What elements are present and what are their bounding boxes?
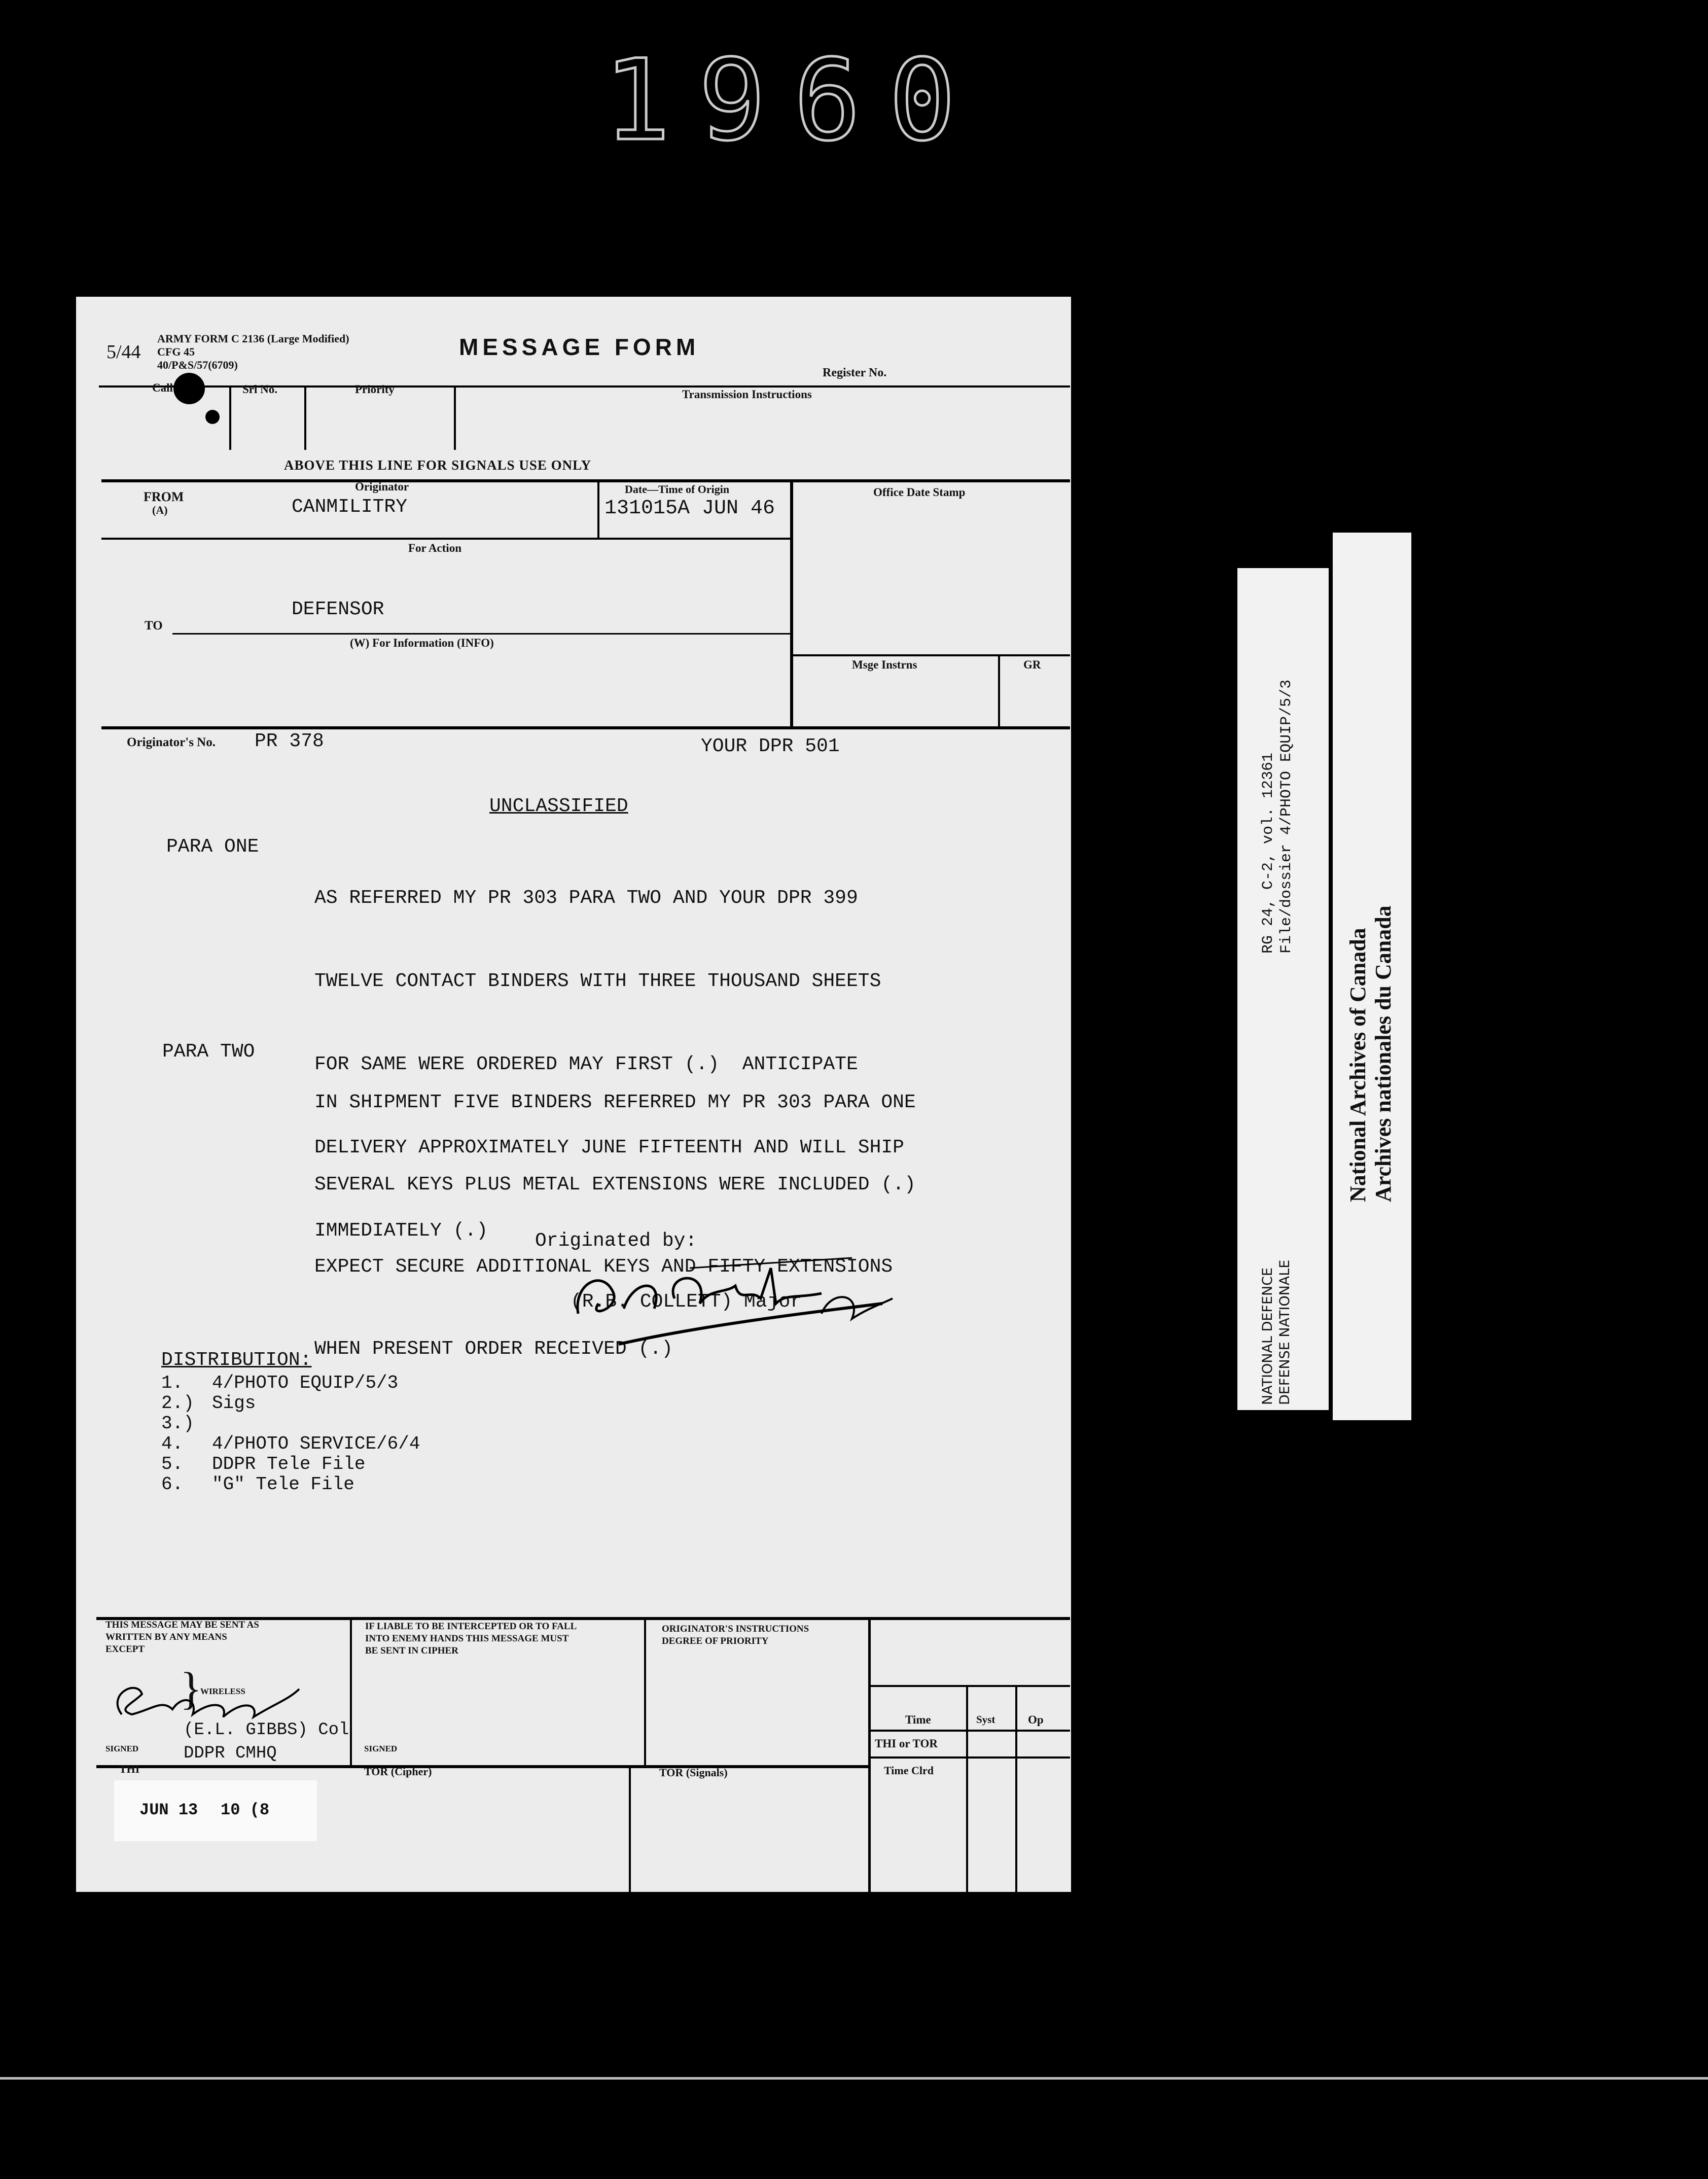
rule <box>101 479 1070 482</box>
list-item: 2.) Sigs <box>161 1393 256 1414</box>
rule <box>998 655 1000 727</box>
rule <box>870 1756 1070 1759</box>
archives-line2: Archives nationales du Canada <box>1371 905 1396 1202</box>
message-line: AS REFERRED MY PR 303 PARA TWO AND YOUR DPR 399 <box>314 887 858 909</box>
originators-no-label: Originator's No. <box>127 735 216 749</box>
signals-use-label: ABOVE THIS LINE FOR SIGNALS USE ONLY <box>284 458 592 473</box>
time-clrd-label: Time Clrd <box>884 1764 934 1777</box>
rule <box>96 1765 870 1768</box>
from-label: FROM <box>144 489 184 504</box>
classification: UNCLASSIFIED <box>489 795 628 817</box>
rule <box>1015 1686 1017 1892</box>
rule <box>629 1766 631 1892</box>
rule <box>172 633 790 635</box>
may-be-sent-note: THIS MESSAGE MAY BE SENT AS WRITTEN BY ANY MEANS EXCEPT <box>105 1620 259 1655</box>
list-item: 4. 4/PHOTO SERVICE/6/4 <box>161 1433 420 1454</box>
tor-signals-label: TOR (Signals) <box>659 1766 728 1779</box>
syst-label: Syst <box>976 1713 995 1726</box>
form-code: 5/44 <box>106 341 141 363</box>
rule <box>870 1685 1070 1687</box>
rule <box>966 1686 968 1892</box>
rule <box>101 538 791 540</box>
cipher-note: IF LIABLE TO BE INTERCEPTED OR TO FALL INTO ENEMY HANDS THIS MESSAGE MUST BE SENT IN CIPHER <box>365 1621 577 1656</box>
signed-label: SIGNED <box>105 1744 139 1753</box>
signature-name: (R.B. COLLETT) Major <box>571 1291 802 1313</box>
archive-ref-line1: RG 24, C-2, vol. 12361 <box>1260 752 1277 954</box>
message-line: SEVERAL KEYS PLUS METAL EXTENSIONS WERE INCLUDED (.) <box>314 1174 916 1196</box>
message-line: IMMEDIATELY (.) <box>314 1220 488 1242</box>
brace: } <box>180 1664 202 1714</box>
register-label: Register No. <box>823 366 887 379</box>
distribution-list <box>161 1373 420 1495</box>
gr-label: GR <box>1023 658 1041 671</box>
list-item: 1. 4/PHOTO EQUIP/5/3 <box>161 1373 399 1393</box>
distribution-label: DISTRIBUTION: <box>161 1349 312 1371</box>
dept-line2: DEFENSE NATIONALE <box>1277 1259 1293 1405</box>
message-line: FOR SAME WERE ORDERED MAY FIRST (.) ANTICIPATE <box>314 1053 858 1075</box>
stamp-date: JUN 13 <box>139 1801 198 1819</box>
message-line: TWELVE CONTACT BINDERS WITH THREE THOUSAND SHEETS <box>314 970 881 992</box>
rule <box>454 386 456 450</box>
priority-label: Priority <box>355 383 395 396</box>
originator-value: CANMILITRY <box>292 496 408 518</box>
msge-instrns-label: Msge Instrns <box>852 658 917 671</box>
info-label: (W) For Information (INFO) <box>350 637 494 649</box>
to-value: DEFENSOR <box>292 599 384 620</box>
gibbs-unit: DDPR CMHQ <box>184 1744 277 1763</box>
office-stamp-label: Office Date Stamp <box>873 486 966 499</box>
thi-label: THI <box>119 1763 140 1775</box>
message-line: DELIVERY APPROXIMATELY JUNE FIFTEENTH AND WILL SHIP <box>314 1137 904 1158</box>
rule <box>304 386 306 450</box>
rule <box>101 726 1070 729</box>
signed-label-2: SIGNED <box>364 1744 398 1753</box>
frame-number: 1960 <box>603 36 984 165</box>
para-two-label: PARA TWO <box>162 1041 255 1063</box>
originators-no-value: PR 378 <box>255 730 324 752</box>
originated-by-label: Originated by: <box>535 1230 697 1252</box>
date-time-origin-label: Date—Time of Origin <box>625 483 730 496</box>
to-label: TO <box>145 619 163 632</box>
punch-hole <box>173 373 205 404</box>
form-id-line: ARMY FORM C 2136 (Large Modified) <box>157 332 349 345</box>
list-item: 5. DDPR Tele File <box>161 1454 366 1474</box>
rule <box>791 654 1070 656</box>
form-id-line: CFG 45 <box>157 345 195 358</box>
film-edge-line <box>0 2077 1708 2080</box>
rule <box>229 386 231 450</box>
rule <box>790 481 793 727</box>
rule <box>350 1618 352 1765</box>
punch-mark <box>205 410 220 424</box>
srl-label: Srl No. <box>242 383 277 396</box>
rule <box>597 481 599 538</box>
your-reference: YOUR DPR 501 <box>701 735 840 757</box>
message-line: IN SHIPMENT FIVE BINDERS REFERRED MY PR 303 PARA ONE <box>314 1092 916 1113</box>
archive-ref-line2: File/dossier 4/PHOTO EQUIP/5/3 <box>1278 679 1295 954</box>
call-label: Call <box>152 381 173 394</box>
para-one-label: PARA ONE <box>166 836 259 858</box>
dept-line1: NATIONAL DEFENCE <box>1260 1267 1275 1405</box>
op-label: Op <box>1028 1713 1044 1726</box>
date-time-origin-value: 131015A JUN 46 <box>604 497 775 520</box>
received-stamp <box>114 1780 317 1841</box>
originator-label: Originator <box>355 480 409 493</box>
message-line: EXPECT SECURE ADDITIONAL KEYS AND FIFTY EXTENSIONS <box>314 1256 893 1278</box>
form-title: MESSAGE FORM <box>459 334 700 360</box>
archives-line1: National Archives of Canada <box>1345 928 1370 1202</box>
for-action-label: For Action <box>408 542 461 554</box>
rule <box>870 1730 1070 1732</box>
message-line: WHEN PRESENT ORDER RECEIVED (.) <box>314 1338 673 1360</box>
stamp-time: 10 (8 <box>221 1801 270 1819</box>
list-item: 6. "G" Tele File <box>161 1474 354 1495</box>
transmission-label: Transmission Instructions <box>682 388 812 401</box>
time-label: Time <box>905 1713 931 1726</box>
signature-collett <box>558 1238 913 1359</box>
rule <box>644 1618 646 1765</box>
tor-cipher-label: TOR (Cipher) <box>364 1765 432 1778</box>
wireless-label: WIRELESS <box>200 1686 245 1696</box>
thi-tor-label: THI or TOR <box>875 1737 938 1750</box>
originator-instructions: ORIGINATOR'S INSTRUCTIONS DEGREE OF PRIORITY <box>662 1624 809 1646</box>
rule <box>868 1618 871 1892</box>
from-sub-label: (A) <box>152 504 168 516</box>
form-id-line: 40/P&S/57(6709) <box>157 359 238 371</box>
list-item: 3.) <box>161 1413 194 1434</box>
form-id <box>157 332 349 372</box>
gibbs-name: (E.L. GIBBS) Col <box>184 1720 349 1740</box>
